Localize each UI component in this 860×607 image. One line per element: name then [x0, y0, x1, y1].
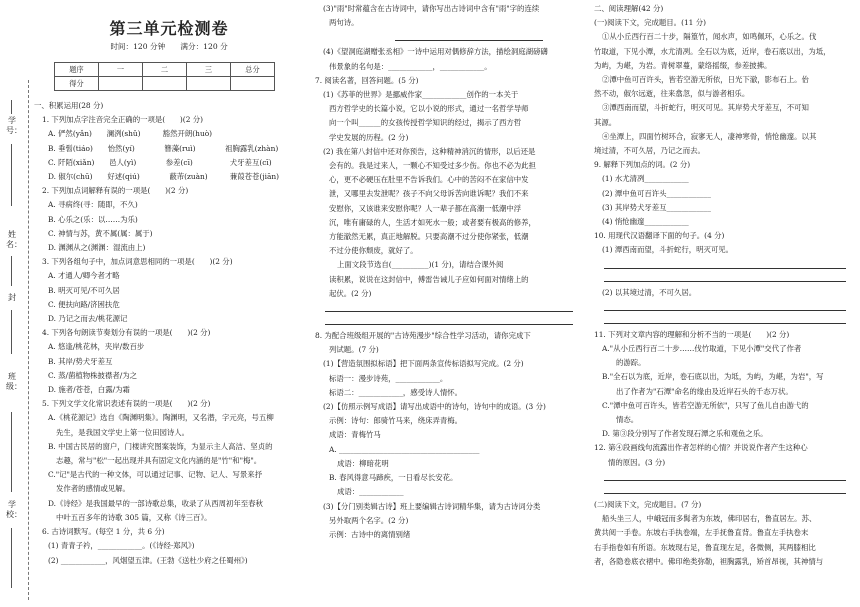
q2-option-c[interactable]: C. 神情与苏，黄不属(属：属于)	[48, 228, 153, 238]
question-11: 11. 下列对文章内容的理解和分析不当的一项是( )(2 分)	[594, 329, 790, 339]
q5-option-b[interactable]: B. 中国古民居的窗户，门楼讲究图案装饰，为显示主人高洁、坚贞的	[48, 441, 273, 451]
q7-passage-line: 安慰你，又该谁来安慰你呢？人一辈子都在高潮一低潮中浮	[329, 203, 522, 213]
q11-option-b-cont: 出了作者为"石潭"命名的缘由及近岸石头的千态万状。	[616, 386, 793, 396]
q8-item-b: B. 春风得意马蹄疾，一日看尽长安花。	[329, 473, 458, 483]
q8-part-2: (2)【仿照示例写成语】请写出成语中的诗句，诗句中的成语。(3 分)	[323, 402, 546, 412]
question-8-cont: 列试题。(7 分)	[329, 345, 379, 355]
reading-1-heading: (一)阅读下文，完成题目。(11 分)	[594, 18, 706, 28]
score-input-cell[interactable]	[99, 77, 143, 91]
q7-passage: (2) 我在第八封信中还对你预告，这种精神消沉的情形，以后还是	[323, 146, 536, 156]
cut-line	[28, 80, 29, 600]
q8-part-3-cont: 另外取两个名字。(2 分)	[329, 515, 409, 525]
answer-line[interactable]	[604, 273, 846, 282]
q5-option-a[interactable]: A.《桃花源记》选自《陶渊明集》。陶渊明，又名潜，字元亮，号五柳	[48, 413, 274, 423]
score-input-cell[interactable]	[187, 77, 231, 91]
q8-part-3: (3)【分门别类辑古诗】班上要编辑古诗词精华集，请为古诗词分类	[323, 501, 541, 511]
passage-line: 竹取道，下见小潭，水尤清冽。全石以为底，近岸，卷石底以出，为坻，	[594, 46, 831, 56]
q1-option-c[interactable]: C. 阡陌(xiǎn) 邑人(yì) 参差(cī) 犬牙差互(cī)	[48, 157, 272, 167]
q7-part-2-cont: 读积累，说说在这封信中，傅雷告诫儿子应如何面对情绪上的	[329, 274, 529, 284]
question-5: 5. 下列文学文化常识表述有误的一项是( )(2 分)	[42, 399, 211, 409]
q4-option-a[interactable]: A. 悠逢/桃花林，夹岸/数百步	[48, 342, 145, 352]
q11-option-c[interactable]: C."潭中鱼可百许头，皆若空游无所依"，只写了鱼儿自由游弋的	[602, 400, 809, 410]
score-input-cell[interactable]	[143, 77, 187, 91]
q11-option-a-cont: 的游踪。	[616, 358, 646, 368]
passage-2-line: 黄共阅一手卷。东坡右手执卷端，左手抚鲁直背。鲁直左手执卷末	[594, 528, 809, 538]
class-line	[11, 310, 12, 354]
question-1: 1. 下列加点字注音完全正确的一项是( )(2 分)	[42, 115, 204, 125]
answer-line[interactable]	[325, 316, 573, 325]
student-id-label: 学号：	[6, 116, 22, 135]
passage-para-1: ①从小丘西行百二十步，隔篁竹，闻水声，如鸣佩环，心乐之。伐	[602, 32, 817, 42]
q11-option-b[interactable]: B."全石以为底，近岸，卷石底以出，为坻，为屿，为嵁，为岩"，写	[602, 372, 824, 382]
score-header-cell: 总分	[231, 63, 275, 77]
class-label: 班级：	[6, 372, 22, 391]
name-label: 姓名：	[6, 230, 22, 249]
question-12: 12. 第④段画线句流露出作者怎样的心情？并说说作者产生这种心	[594, 443, 808, 453]
q6-item-3-cont: 两句诗。	[329, 18, 359, 28]
seal-mark: 封	[8, 293, 16, 302]
q3-option-c[interactable]: C. 便扶向路/济困扶危	[48, 299, 120, 309]
q2-option-b[interactable]: B. 心乐之(乐：以……为乐)	[48, 214, 138, 224]
q10-item-1: (1) 潭西南而望，斗折蛇行，明灭可见。	[602, 245, 734, 255]
section-heading: 二、阅读理解(42 分)	[594, 4, 664, 13]
column-1	[34, 2, 304, 568]
question-4: 4. 下列各句朗读节奏划分有误的一项是( )(2 分)	[42, 328, 211, 338]
school-line	[11, 412, 12, 492]
q5-option-d[interactable]: D.《诗经》是我国最早的一部诗歌总集，收录了从西周初年至春秋	[48, 498, 263, 508]
reading-2-heading: (二)阅读下文，完成题目。(7 分)	[594, 499, 702, 509]
question-2: 2. 下列加点词解释有误的一项是( )(2 分)	[42, 186, 189, 196]
q7-part-1-cont[interactable]: 向一个叫______的女孩传授哲学知识的经过，揭示了西方哲	[329, 118, 522, 128]
column-3	[594, 2, 856, 569]
question-3: 3. 下列各组句子中，加点词意思相同的一项是( )(2 分)	[42, 257, 233, 267]
binding-margin	[0, 0, 30, 607]
q9-item-1[interactable]: (1) 水尤清冽____________	[602, 174, 689, 184]
score-header-cell: 三	[187, 63, 231, 77]
school-label: 学校：	[6, 500, 22, 519]
q7-passage-line: 不过分使你颓废，就好了。	[329, 246, 418, 256]
q8-part-3-example: 示例：古诗中的离情别绪	[329, 529, 411, 539]
q11-option-a[interactable]: A."从小丘西行百二十步……伐竹取道，下见小潭"交代了作者	[602, 344, 802, 354]
q8-item-a-idiom: 成语：柳暗花明	[337, 458, 389, 468]
q7-passage-line: 心，更不必硬压在肚里不告诉我们。心中的苦闷不在家信中发	[329, 175, 529, 185]
q1-option-d[interactable]: D. 俶尔(chū) 好逑(qiú) 蔽芾(zuàn) 蒹葭苍苍(jiān)	[48, 172, 280, 182]
q6-item-2[interactable]: (2) ____________，风烟望五津。(王勃《送杜少府之任蜀州》)	[48, 555, 248, 565]
q2-option-a[interactable]: A. 寻病终(寻：随即，不久)	[48, 200, 138, 210]
q5-option-d-cont: 中叶五百多年的诗歌 305 篇，又称《诗三百》。	[56, 512, 212, 522]
q4-option-b[interactable]: B. 其岸/势犬牙差互	[48, 356, 113, 366]
question-8: 8. 为配合班级组开展的"古诗苑漫步"综合性学习活动，请你完成下	[315, 331, 531, 341]
student-id-line	[11, 100, 12, 114]
answer-line[interactable]	[604, 315, 846, 324]
q8-item-b-idiom[interactable]: 成语：____________	[337, 487, 404, 497]
exam-title: 第三单元检测卷	[109, 19, 229, 38]
passage-2-line: 船头坐三人，中峨冠而多髯者为东坡，佛印居右，鲁直居左。苏、	[602, 514, 817, 524]
q6-item-1[interactable]: (1) 青青子衿，____________。(《诗经·郑风》)	[48, 541, 195, 551]
q8-part-1: (1)【营造氛围拟标语】把下面两条宣传标语拟写完成。(2 分)	[323, 359, 524, 369]
q7-part-1[interactable]: (1)《苏菲的世界》是挪威作家____________创作的一本关于	[323, 90, 519, 100]
q10-item-2: (2) 以其境过清，不可久居。	[602, 287, 697, 297]
score-table	[54, 62, 275, 91]
q7-part-1-cont: 西方哲学史的长篇小说，它以小说的形式，通过一名哲学导师	[329, 104, 529, 114]
q8-slogan-1[interactable]: 标语一：漫步诗苑，____________。	[329, 373, 448, 383]
q5-option-c[interactable]: C."记"是古代的一种文体，可以通过记事、记物、记人、写景来抒	[48, 470, 263, 480]
question-7: 7. 阅读名著，回答问题。(5 分)	[315, 75, 419, 85]
question-6: 6. 古诗词默写。(每空 1 分，共 6 分)	[42, 527, 165, 537]
score-label-cell: 得分	[55, 77, 99, 91]
section-heading: 一、积累运用(28 分)	[34, 101, 104, 110]
score-header-cell: 一	[99, 63, 143, 77]
q1-option-b[interactable]: B. 垂髫(tiáo) 怡然(yí) 簪藻(ruì) 祖胸露乳(zhàn)	[48, 143, 279, 153]
q7-passage-line: 沉，唯有庸碌的人，生活才如死水一般；或者要有极高的修养，	[329, 217, 536, 227]
q3-option-a[interactable]: A. 才通人/卿今者才略	[48, 271, 120, 281]
exam-subtitle: 时间：120 分钟 满分：120 分	[110, 42, 228, 51]
q8-slogan-2[interactable]: 标语二：____________，感受诗人情怀。	[329, 387, 463, 397]
q5-option-c-cont: 发作者的感情或见解。	[56, 484, 130, 494]
passage-para-4: ④坐潭上，四面竹树环合，寂寥无人，凄神寒骨，悄怆幽邃。以其	[602, 131, 817, 141]
name-line	[11, 256, 12, 286]
q6-item-4: (4)《望洞庭湖赠张丞相》一诗中运用对偶修辞方法，描绘洞庭湖磅礴	[323, 47, 548, 57]
student-id-line-2	[11, 144, 12, 206]
q7-passage-line: 会有的。我是过来人，一颗心不知受过多少伤。你也不必为此担	[329, 161, 536, 171]
q6-item-3: (3)"雨"时常蕴含在古诗词中，请你写出古诗词中含有"雨"字的连续	[323, 4, 540, 13]
passage-2-line: 者，各隐卷底衣褶中。佛印绝类弥勒，袒胸露乳，矫首昂视，其神情与	[594, 556, 824, 566]
passage-line: 其源。	[594, 117, 617, 127]
q4-option-d[interactable]: D. 施者/苍苍，白露/为霜	[48, 385, 130, 395]
score-input-cell[interactable]	[231, 77, 275, 91]
q7-part-2[interactable]: 上面文段节选自(__________)(1 分)，请结合课外阅	[337, 260, 504, 270]
answer-line[interactable]	[325, 303, 573, 312]
q7-passage-line: 泄，又哪里去发泄呢？孩子不向父母诉苦向谁诉呢？我们不来	[329, 189, 529, 199]
school-line-2	[11, 528, 12, 588]
q5-option-a-cont: 先生，是我国文学史上第一位田园诗人。	[56, 427, 190, 437]
q6-item-4-cont[interactable]: 伟景象的名句是：____________，____________。	[329, 61, 492, 71]
q9-item-4[interactable]: (4) 悄怆幽邃____________	[602, 217, 689, 227]
q3-option-b[interactable]: B. 明灭可见/不可久居	[48, 285, 120, 295]
answer-line[interactable]	[604, 472, 846, 481]
q8-example: 示例：诗句：郎骑竹马来，绕床弄青梅。	[329, 416, 463, 426]
answer-line[interactable]	[604, 260, 846, 269]
passage-line: 为屿，为嵁，为岩。青树翠蔓，蒙络摇缀，参差披拂。	[594, 60, 772, 70]
q11-option-c-cont: 情态。	[616, 415, 639, 425]
answer-line[interactable]	[604, 302, 846, 311]
passage-line: 境过清，不可久居，乃记之而去。	[594, 146, 705, 156]
score-header-cell: 题序	[55, 63, 99, 77]
answer-line[interactable]	[604, 485, 846, 494]
q7-passage-line: 方能澈然无累，真正地解脱。只要高潮不过分使你紧张，低潮	[329, 232, 529, 242]
question-12-cont: 情的原因。(3 分)	[608, 457, 666, 467]
passage-para-3: ③潭西南而望，斗折蛇行，明灭可见。其岸势犬牙差互，不可知	[602, 103, 809, 113]
q3-option-d[interactable]: D. 乃记之而去/桃花源记	[48, 314, 128, 324]
score-header-cell: 二	[143, 63, 187, 77]
passage-line: 然不动，俶尔远逝，往来翕忽，似与游者相乐。	[594, 89, 750, 99]
column-2	[315, 2, 583, 542]
q8-example-idiom: 成语：青梅竹马	[329, 430, 381, 440]
passage-para-2: ②潭中鱼可百许头，皆若空游无所依，日光下澈，影布石上。佁	[602, 75, 809, 85]
q2-option-d[interactable]: D. 渊渊从之(渊渊：湿流由上)	[48, 243, 146, 253]
q4-option-c[interactable]: C. 蒸/菌植物株披襟者/为之	[48, 370, 137, 380]
q7-part-1-cont: 学史发展的历程。(2 分)	[329, 132, 409, 142]
passage-2-line: 右手指卷如有所语。东坡现右足，鲁直现左足，各微侧，其两膝相比	[594, 542, 816, 552]
q9-item-3[interactable]: (3) 其岸势犬牙差互____________	[602, 202, 711, 212]
q11-option-d[interactable]: D. 第③段分别写了作者发现石潭之乐和观鱼之乐。	[602, 429, 768, 439]
q9-item-2[interactable]: (2) 潭中鱼可百许头____________	[602, 188, 711, 198]
q1-option-a[interactable]: A. 俨然(yǎn) 澜洌(shǔ) 豁然开朗(huò)	[48, 129, 213, 139]
question-10: 10. 用现代汉语翻译下面的句子。(4 分)	[594, 231, 725, 241]
q5-option-b-cont: 志趣，常与"松"一起出现并具有固定文化内涵的是"竹"和"梅"。	[56, 456, 262, 466]
q7-part-2-cont: 起伏。(2 分)	[329, 288, 372, 298]
q8-item-a[interactable]: A. ______________________________________	[329, 444, 480, 454]
answer-line[interactable]	[395, 32, 543, 41]
question-9: 9. 解释下列加点的词。(2 分)	[594, 160, 691, 170]
